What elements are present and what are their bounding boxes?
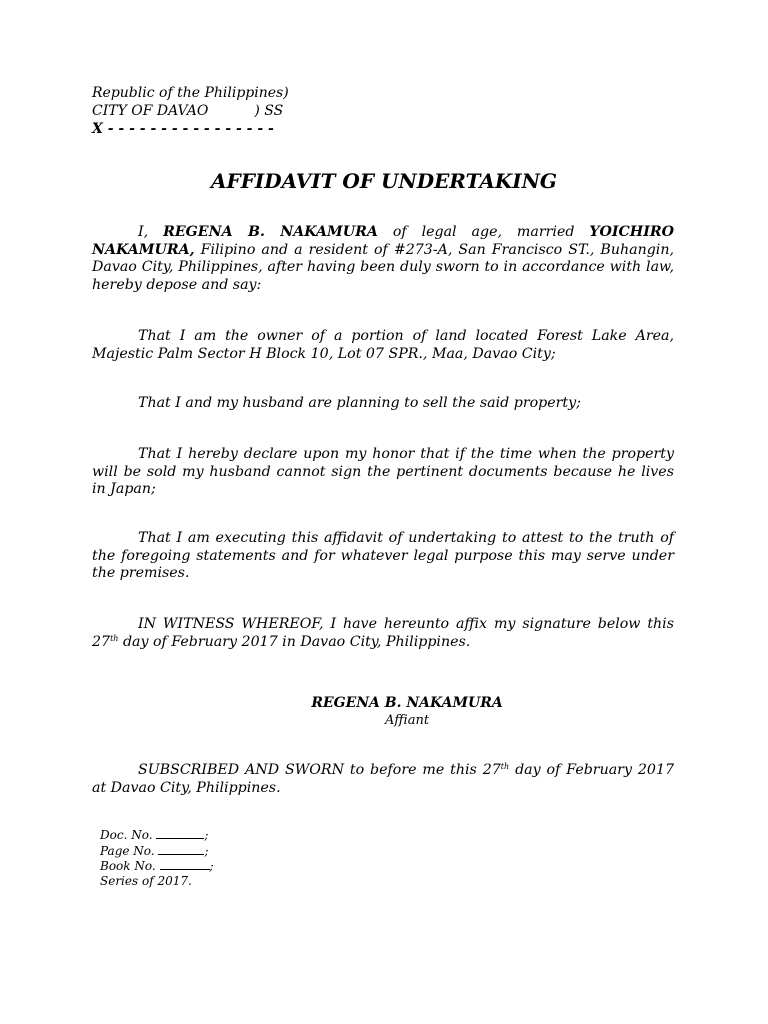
notary-page-end: ;: [204, 843, 209, 858]
statement-ownership: That I am the owner of a portion of land located Forest Lake Area, Majestic Palm Sector H Block 10, Lot 07 SPR., Maa, Davao City;: [92, 328, 674, 362]
jurat-text-a: SUBSCRIBED AND SWORN to before me this 27: [138, 762, 501, 778]
jurat-text-b: day of February 2017 at Davao City, Philippines.: [92, 762, 674, 796]
notary-doc-blank: [156, 827, 204, 839]
intro-paragraph: [92, 224, 674, 294]
jurat-paragraph: [92, 762, 674, 797]
witness-text-a: IN WITNESS WHEREOF, I have hereunto affix my signature below this 27: [92, 616, 674, 650]
notary-register: [100, 827, 214, 888]
witness-paragraph: [92, 616, 674, 651]
signatory-role: Affiant: [384, 713, 430, 728]
notary-doc-label: Doc. No.: [100, 828, 153, 842]
notary-page-blank: [158, 843, 204, 855]
husband-name: YOICHIRO NAKAMURA,: [92, 224, 674, 258]
venue-ss: ) SS: [254, 103, 284, 119]
witness-sup: th: [110, 633, 119, 643]
affiant-name: REGENA B. NAKAMURA: [163, 224, 378, 240]
signatory-name: REGENA B. NAKAMURA: [311, 695, 503, 711]
venue-x-line: X - - - - - - - - - - - - - - - -: [92, 121, 274, 137]
venue-city-name: CITY OF DAVAO: [92, 103, 209, 119]
statement-sale: That I and my husband are planning to sell the said property;: [138, 395, 581, 411]
signature-block: [0, 695, 768, 729]
venue-city: [92, 102, 289, 120]
notary-doc-end: ;: [204, 828, 209, 842]
notary-book-label: Book No.: [100, 859, 156, 873]
intro-text-2: of legal age, married: [392, 224, 575, 240]
intro-text-3: Filipino and a resident of #273-A, San Francisco ST., Buhangin, Davao City, Philippines, after having been duly sworn to in accordance with law, hereby depose and say:: [92, 241, 674, 293]
notary-book-line: [100, 858, 214, 874]
notary-series-line: Series of 2017.: [100, 873, 192, 888]
notary-book-blank: [160, 858, 210, 870]
venue-republic: Republic of the Philippines): [92, 85, 289, 101]
statement-purpose: That I am executing this affidavit of undertaking to attest to the truth of the foregoing statements and for whatever legal purpose this may serve under the premises.: [92, 530, 674, 581]
statement-declaration: That I hereby declare upon my honor that if the time when the property will be sold my husband cannot sign the pertinent documents because he lives in Japan;: [92, 446, 674, 497]
notary-doc-line: [100, 827, 214, 843]
notary-page-label: Page No.: [100, 843, 155, 858]
notary-page-line: [100, 843, 214, 859]
witness-text-b: day of February 2017 in Davao City, Philippines.: [122, 633, 471, 650]
intro-text-1: I,: [138, 224, 149, 240]
venue-block: [92, 84, 289, 138]
jurat-sup: th: [500, 762, 510, 771]
document-title: AFFIDAVIT OF UNDERTAKING: [211, 169, 557, 193]
notary-book-end: ;: [209, 859, 214, 873]
